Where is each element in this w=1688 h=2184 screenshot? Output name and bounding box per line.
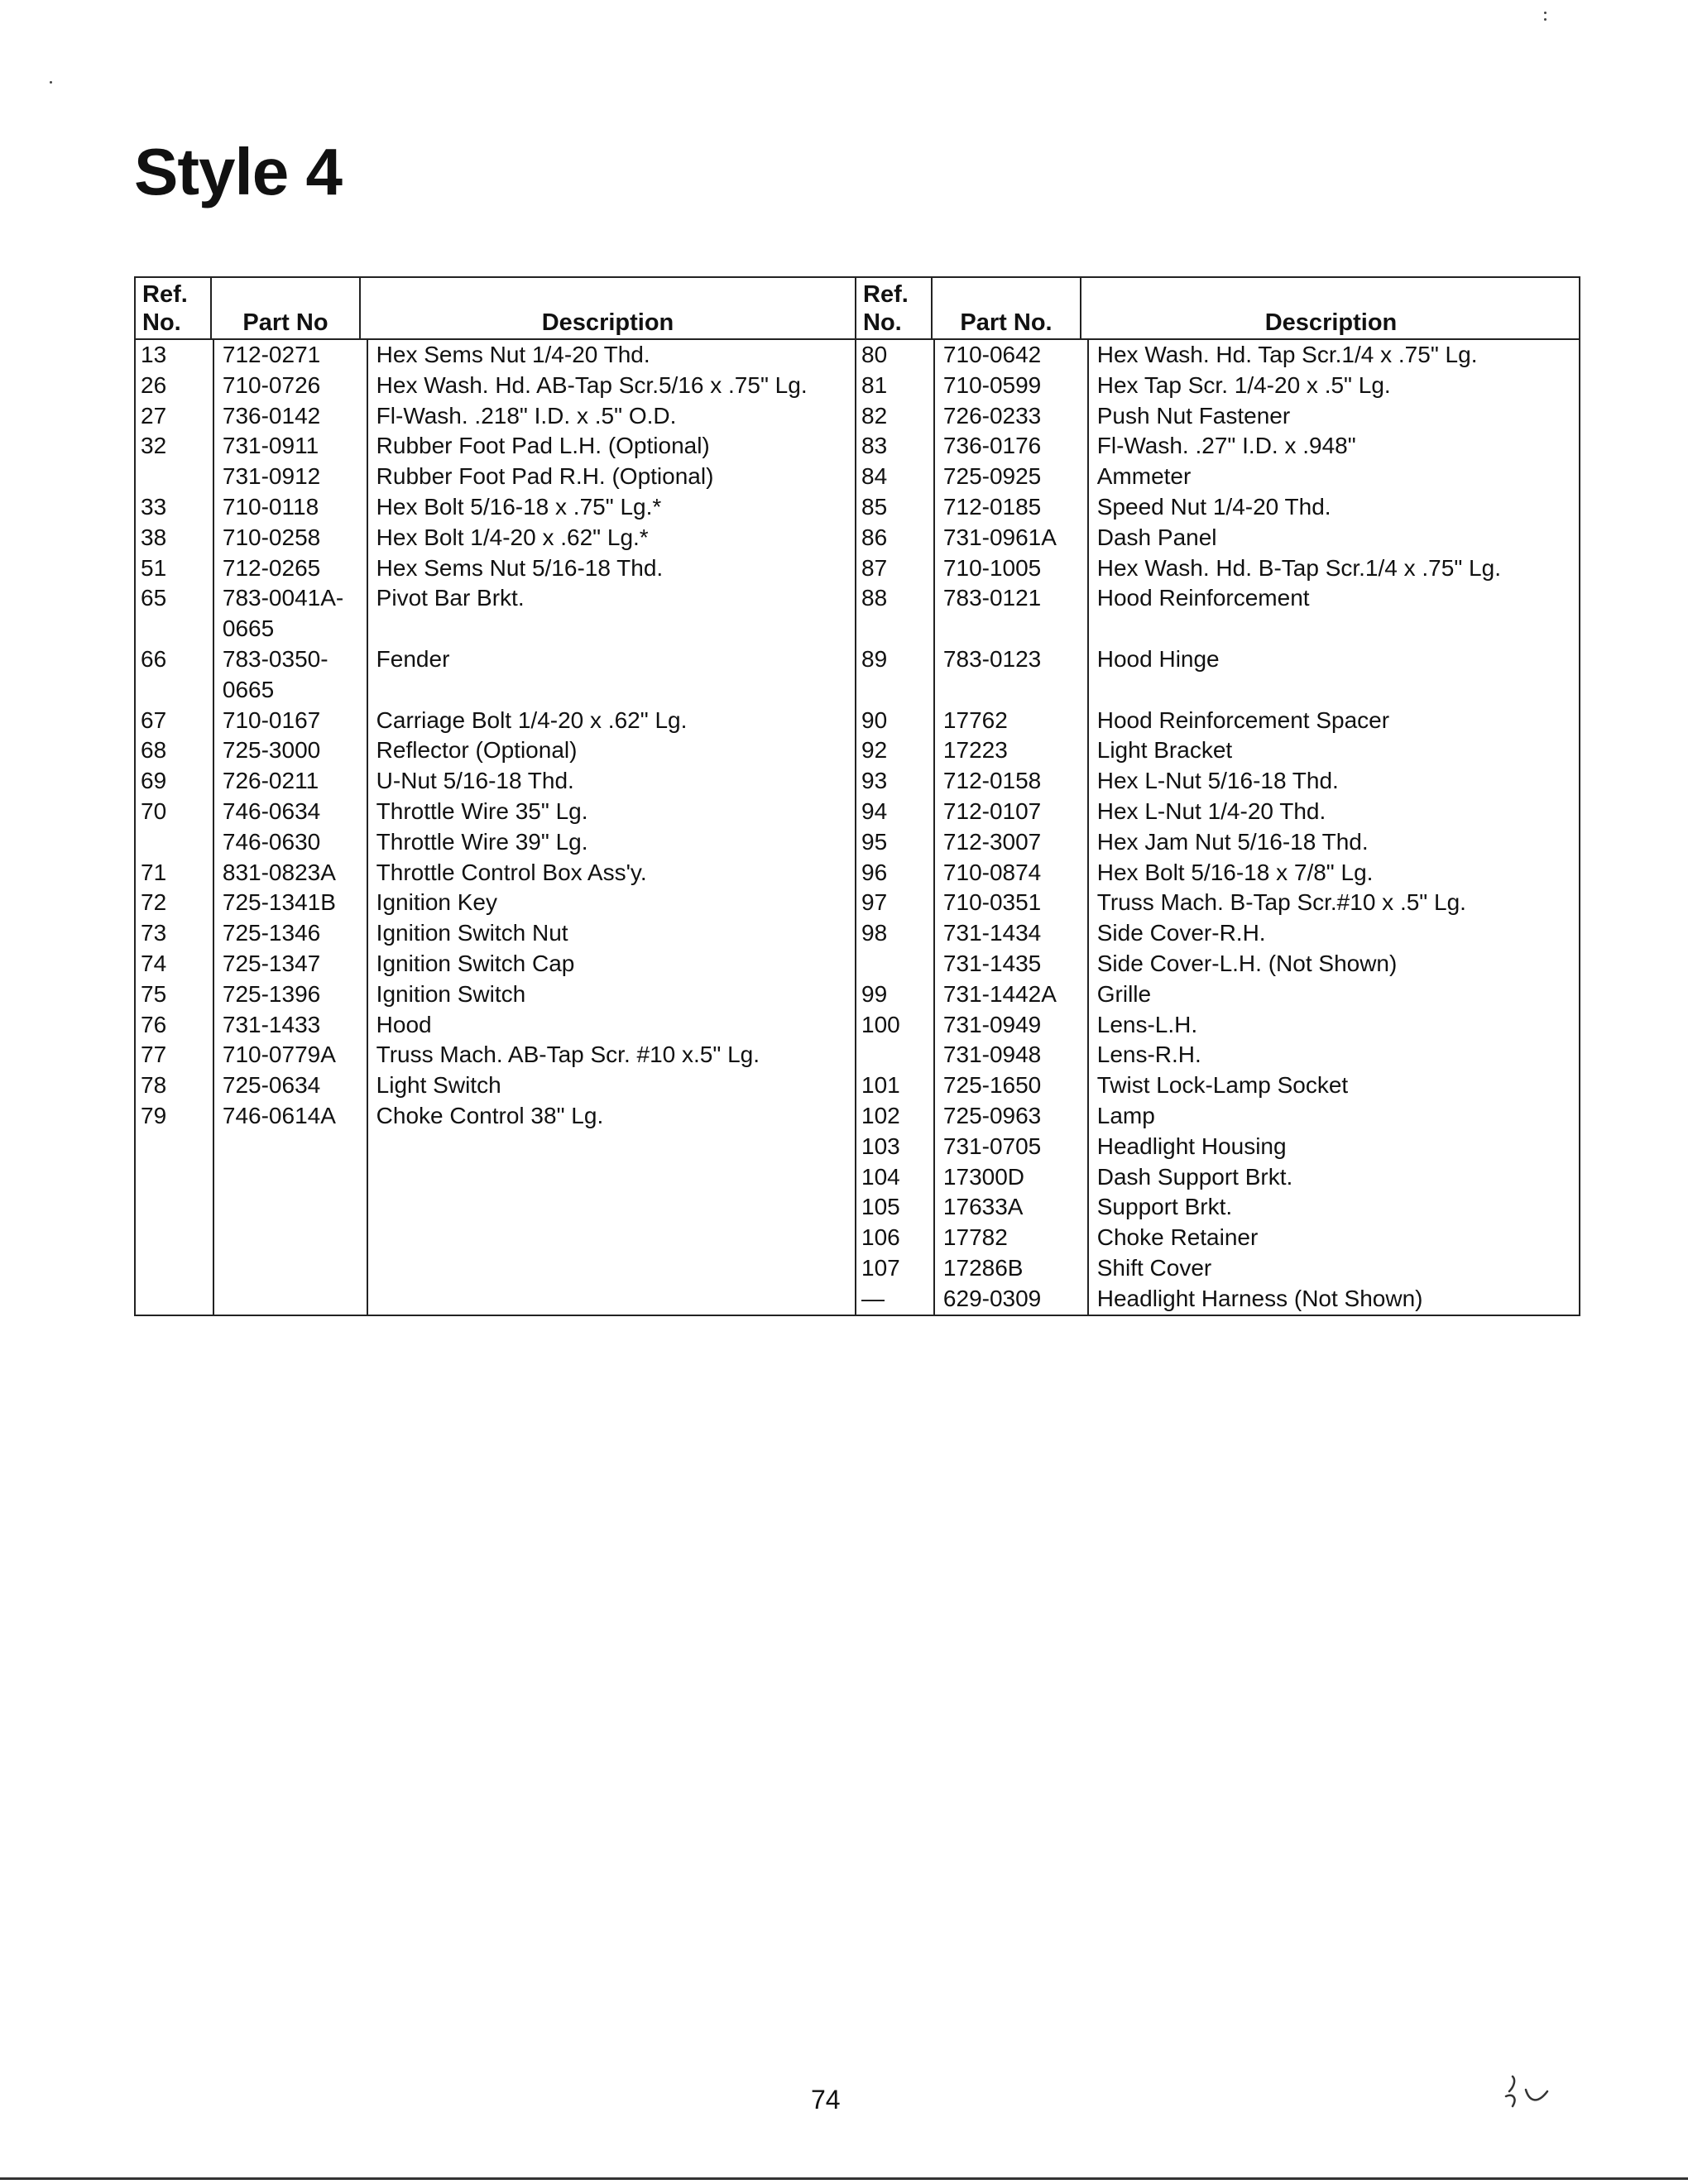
description-cell: Support Brkt. [1096, 1194, 1233, 1220]
page-title: Style 4 [134, 135, 342, 208]
ref-no-cell: 80 [861, 342, 888, 367]
description-cell: Truss Mach. AB-Tap Scr. #10 x.5" Lg. [376, 1042, 760, 1068]
ref-no-cell: 27 [141, 402, 167, 429]
scan-speck [1544, 12, 1547, 14]
description-cell: Light Bracket [1096, 737, 1233, 764]
part-no-cell: 725-0963 [942, 1102, 1042, 1128]
part-no-cell: 710-0258 [222, 524, 321, 550]
ref-no-cell: 90 [861, 706, 888, 733]
description-cell: Hex Jam Nut 5/16-18 Thd. [1096, 828, 1369, 855]
part-no-cell: 712-0271 [222, 342, 321, 367]
ref-no-cell: 71 [141, 859, 167, 885]
ref-no-cell [861, 675, 933, 706]
ref-no-cell: 100 [861, 1011, 900, 1037]
part-no-cell: 725-1341B [222, 889, 336, 916]
description-cell: Rubber Foot Pad R.H. (Optional) [376, 463, 714, 490]
description-cell [376, 614, 855, 644]
description-cell: Hex L-Nut 1/4-20 Thd. [1096, 797, 1326, 824]
table-body-right [856, 340, 1580, 1315]
ref-no-cell: 69 [141, 768, 167, 794]
ref-no-cell: 51 [141, 554, 167, 581]
ref-no-cell: 87 [861, 554, 888, 581]
part-no-cell: 710-0167 [222, 706, 321, 733]
ref-no-cell: 95 [861, 828, 888, 855]
ref-no-cell: 107 [861, 1254, 900, 1281]
bottom-rule [0, 2177, 1688, 2180]
part-no-cell: 725-3000 [222, 737, 321, 764]
description-cell [376, 675, 855, 706]
part-no-cell: 746-0634 [222, 797, 321, 824]
ref-no-cell: 13 [141, 342, 167, 367]
ref-no-cell: 32 [141, 433, 167, 459]
ref-no-cell [861, 949, 933, 979]
description-cell: Hex Wash. Hd. AB-Tap Scr.5/16 x .75" Lg. [376, 371, 808, 398]
part-no-cell: 712-0265 [222, 554, 321, 581]
ref-no-cell: 33 [141, 493, 167, 520]
part-no-cell: 731-1434 [942, 920, 1042, 946]
part-no-cell [943, 614, 1087, 644]
description-cell: Twist Lock-Lamp Socket [1096, 1072, 1349, 1099]
ref-no-cell [141, 675, 213, 706]
table-header-right [856, 278, 1580, 340]
ref-no-cell: 79 [141, 1102, 167, 1128]
ref-no-cell: 103 [861, 1133, 900, 1159]
part-no-cell: 712-0107 [942, 797, 1042, 824]
ref-no-cell: 97 [861, 889, 888, 916]
description-cell: Lens-R.H. [1096, 1042, 1201, 1068]
ref-no-cell [141, 827, 213, 858]
description-cell: Speed Nut 1/4-20 Thd. [1096, 493, 1331, 520]
ref-no-cell: 66 [141, 645, 167, 672]
description-cell: Hex Sems Nut 5/16-18 Thd. [376, 554, 664, 581]
part-no-cell: 736-0142 [222, 402, 321, 429]
description-cell: Hood Reinforcement Spacer [1096, 706, 1390, 733]
part-no-cell: 17633A [942, 1194, 1024, 1220]
ref-no-cell: 83 [861, 433, 888, 459]
ref-no-cell: 26 [141, 371, 167, 398]
part-no-cell: 710-0351 [942, 889, 1042, 916]
description-header: Description [1080, 278, 1580, 338]
description-cell: Push Nut Fastener [1096, 402, 1291, 429]
part-no-cell: 712-3007 [942, 828, 1042, 855]
part-no-cell: 731-0961A [942, 524, 1057, 550]
description-cell: Ignition Switch Cap [376, 950, 575, 976]
ref-no-cell: 101 [861, 1072, 900, 1099]
description-cell [1097, 675, 1580, 706]
scan-speck [50, 81, 52, 84]
description-cell: Ammeter [1096, 463, 1192, 490]
ref-no-header: Ref. No. [142, 281, 188, 336]
part-no-cell: 731-0948 [942, 1042, 1042, 1068]
ref-no-cell: 89 [861, 645, 888, 672]
part-no-cell: 17223 [942, 737, 1008, 764]
description-cell: Hex L-Nut 5/16-18 Thd. [1096, 768, 1339, 794]
ref-no-cell: — [861, 1285, 885, 1311]
ref-no-column [856, 340, 933, 1315]
table-body-left [136, 340, 855, 1315]
part-no-cell: 725-0634 [222, 1072, 321, 1099]
ref-no-cell: 73 [141, 920, 167, 946]
part-no-cell: 712-0185 [942, 493, 1042, 520]
part-no-cell: 710-0726 [222, 371, 321, 398]
description-cell: Ignition Switch [376, 980, 526, 1007]
description-cell: Side Cover-R.H. [1096, 920, 1266, 946]
part-no-cell: 731-0705 [942, 1133, 1042, 1159]
part-no-cell: 629-0309 [942, 1285, 1042, 1311]
part-no-cell: 731-0911 [222, 433, 319, 459]
description-cell: Hex Tap Scr. 1/4-20 x .5" Lg. [1096, 371, 1391, 398]
part-no-cell: 17762 [942, 706, 1008, 733]
description-cell: Rubber Foot Pad L.H. (Optional) [376, 433, 710, 459]
ref-no-cell: 75 [141, 980, 167, 1007]
description-cell: Ignition Key [376, 889, 497, 916]
description-cell: Hex Wash. Hd. Tap Scr.1/4 x .75" Lg. [1096, 342, 1478, 367]
part-no-cell: 746-0614A [222, 1102, 336, 1128]
part-no-cell: 726-0211 [222, 768, 319, 794]
description-cell: Hex Bolt 5/16-18 x .75" Lg.* [376, 493, 662, 520]
ref-no-cell: 81 [861, 371, 888, 398]
description-cell [1097, 614, 1580, 644]
parts-table [134, 276, 1580, 1316]
description-cell: Fl-Wash. .218" I.D. x .5" O.D. [376, 402, 677, 429]
part-no-cell: 725-1396 [222, 980, 321, 1007]
ref-no-cell: 102 [861, 1102, 900, 1128]
ref-no-cell: 67 [141, 706, 167, 733]
part-no-header: Part No. [931, 278, 1080, 338]
description-cell: Shift Cover [1096, 1254, 1212, 1281]
part-no-cell: 725-1346 [222, 920, 321, 946]
description-cell: Headlight Housing [1096, 1133, 1287, 1159]
part-no-cell: 712-0158 [942, 768, 1042, 794]
ref-no-cell: 74 [141, 950, 167, 976]
ref-no-cell: 76 [141, 1011, 167, 1037]
description-cell: Dash Panel [1096, 524, 1217, 550]
description-cell: Hood Reinforcement [1096, 585, 1310, 611]
part-no-cell: 746-0630 [222, 828, 321, 855]
description-cell: Hex Sems Nut 1/4-20 Thd. [376, 342, 650, 367]
ref-no-cell: 86 [861, 524, 888, 550]
description-header: Description [359, 278, 855, 338]
parts-table-left-half [136, 278, 855, 1315]
description-cell: Side Cover-L.H. (Not Shown) [1096, 950, 1398, 976]
ref-no-cell: 70 [141, 797, 167, 824]
page-number: 74 [811, 2085, 841, 2115]
part-no-cell: 725-1347 [222, 950, 321, 976]
ref-no-header: Ref. No. [863, 281, 909, 336]
part-no-cell: 831-0823A [222, 859, 336, 885]
part-no-cell: 783-0121 [942, 585, 1042, 611]
description-column [1087, 340, 1580, 1315]
description-cell: Fender [376, 645, 450, 672]
part-no-cell: 0665 [222, 615, 275, 642]
part-no-cell: 726-0233 [942, 402, 1042, 429]
handwritten-mark [1498, 2068, 1564, 2118]
part-no-cell: 710-1005 [942, 554, 1042, 581]
description-cell: Truss Mach. B-Tap Scr.#10 x .5" Lg. [1096, 889, 1466, 916]
description-cell: Headlight Harness (Not Shown) [1096, 1285, 1423, 1311]
description-cell: U-Nut 5/16-18 Thd. [376, 768, 574, 794]
ref-no-cell: 68 [141, 737, 167, 764]
ref-no-cell [861, 614, 933, 644]
part-no-column [213, 340, 367, 1315]
description-cell: Throttle Control Box Ass'y. [376, 859, 647, 885]
part-no-cell: 725-1650 [942, 1072, 1042, 1099]
description-cell: Lens-L.H. [1096, 1011, 1198, 1037]
ref-no-cell: 94 [861, 797, 888, 824]
part-no-cell: 17782 [942, 1224, 1008, 1251]
ref-no-column [136, 340, 213, 1315]
table-header-left [136, 278, 855, 340]
part-no-cell: 710-0599 [942, 371, 1042, 398]
part-no-cell: 710-0118 [222, 493, 319, 520]
part-no-cell: 731-0949 [942, 1011, 1042, 1037]
description-cell: Hood Hinge [1096, 645, 1220, 672]
part-no-cell: 783-0041A- [222, 585, 344, 611]
description-cell: Carriage Bolt 1/4-20 x .62" Lg. [376, 706, 688, 733]
ref-no-cell [141, 462, 213, 492]
part-no-cell: 17300D [942, 1163, 1025, 1190]
ref-no-cell: 84 [861, 463, 888, 490]
part-no-cell: 731-0912 [222, 463, 321, 490]
ref-no-cell: 93 [861, 768, 888, 794]
description-cell: Hex Bolt 1/4-20 x .62" Lg.* [376, 524, 649, 550]
ref-no-cell: 88 [861, 585, 888, 611]
ref-no-cell: 106 [861, 1224, 900, 1251]
part-no-cell: 731-1442A [942, 980, 1057, 1007]
ref-no-cell: 72 [141, 889, 167, 916]
part-no-cell: 783-0123 [942, 645, 1042, 672]
description-cell: Hood [376, 1011, 432, 1037]
scan-speck [1544, 18, 1547, 21]
ref-no-cell: 104 [861, 1163, 900, 1190]
description-cell: Throttle Wire 35" Lg. [376, 797, 588, 824]
description-cell: Ignition Switch Nut [376, 920, 568, 946]
description-cell: Reflector (Optional) [376, 737, 578, 764]
part-no-cell: 710-0642 [942, 342, 1042, 367]
part-no-cell [943, 675, 1087, 706]
description-cell: Fl-Wash. .27" I.D. x .948" [1096, 433, 1356, 459]
description-cell: Hex Wash. Hd. B-Tap Scr.1/4 x .75" Lg. [1096, 554, 1501, 581]
description-cell: Hex Bolt 5/16-18 x 7/8" Lg. [1096, 859, 1374, 885]
ref-no-cell: 96 [861, 859, 888, 885]
ref-no-cell: 65 [141, 585, 167, 611]
ref-no-cell: 99 [861, 980, 888, 1007]
description-cell: Pivot Bar Brkt. [376, 585, 525, 611]
ref-no-cell: 85 [861, 493, 888, 520]
description-column [367, 340, 855, 1315]
part-no-cell: 0665 [222, 676, 275, 702]
description-cell: Dash Support Brkt. [1096, 1163, 1293, 1190]
ref-no-cell: 38 [141, 524, 167, 550]
ref-no-cell: 77 [141, 1042, 167, 1068]
ref-no-cell: 92 [861, 737, 888, 764]
description-cell: Throttle Wire 39" Lg. [376, 828, 588, 855]
part-no-cell: 725-0925 [942, 463, 1042, 490]
ref-no-cell: 105 [861, 1194, 900, 1220]
description-cell: Light Switch [376, 1072, 501, 1099]
description-cell: Choke Control 38" Lg. [376, 1102, 604, 1128]
description-cell: Grille [1096, 980, 1152, 1007]
ref-no-cell: 82 [861, 402, 888, 429]
description-cell: Choke Retainer [1096, 1224, 1259, 1251]
parts-table-right-half [855, 278, 1580, 1315]
part-no-column [933, 340, 1087, 1315]
part-no-cell: 783-0350- [222, 645, 328, 672]
part-no-cell: 710-0874 [942, 859, 1042, 885]
ref-no-cell [141, 614, 213, 644]
description-cell: Lamp [1096, 1102, 1155, 1128]
part-no-cell: 710-0779A [222, 1042, 336, 1068]
ref-no-cell: 78 [141, 1072, 167, 1099]
part-no-header: Part No [210, 278, 359, 338]
part-no-cell: 17286B [942, 1254, 1024, 1281]
part-no-cell: 736-0176 [942, 433, 1042, 459]
ref-no-cell: 98 [861, 920, 888, 946]
part-no-cell: 731-1433 [222, 1011, 321, 1037]
ref-no-cell [861, 1040, 933, 1070]
part-no-cell: 731-1435 [942, 950, 1042, 976]
